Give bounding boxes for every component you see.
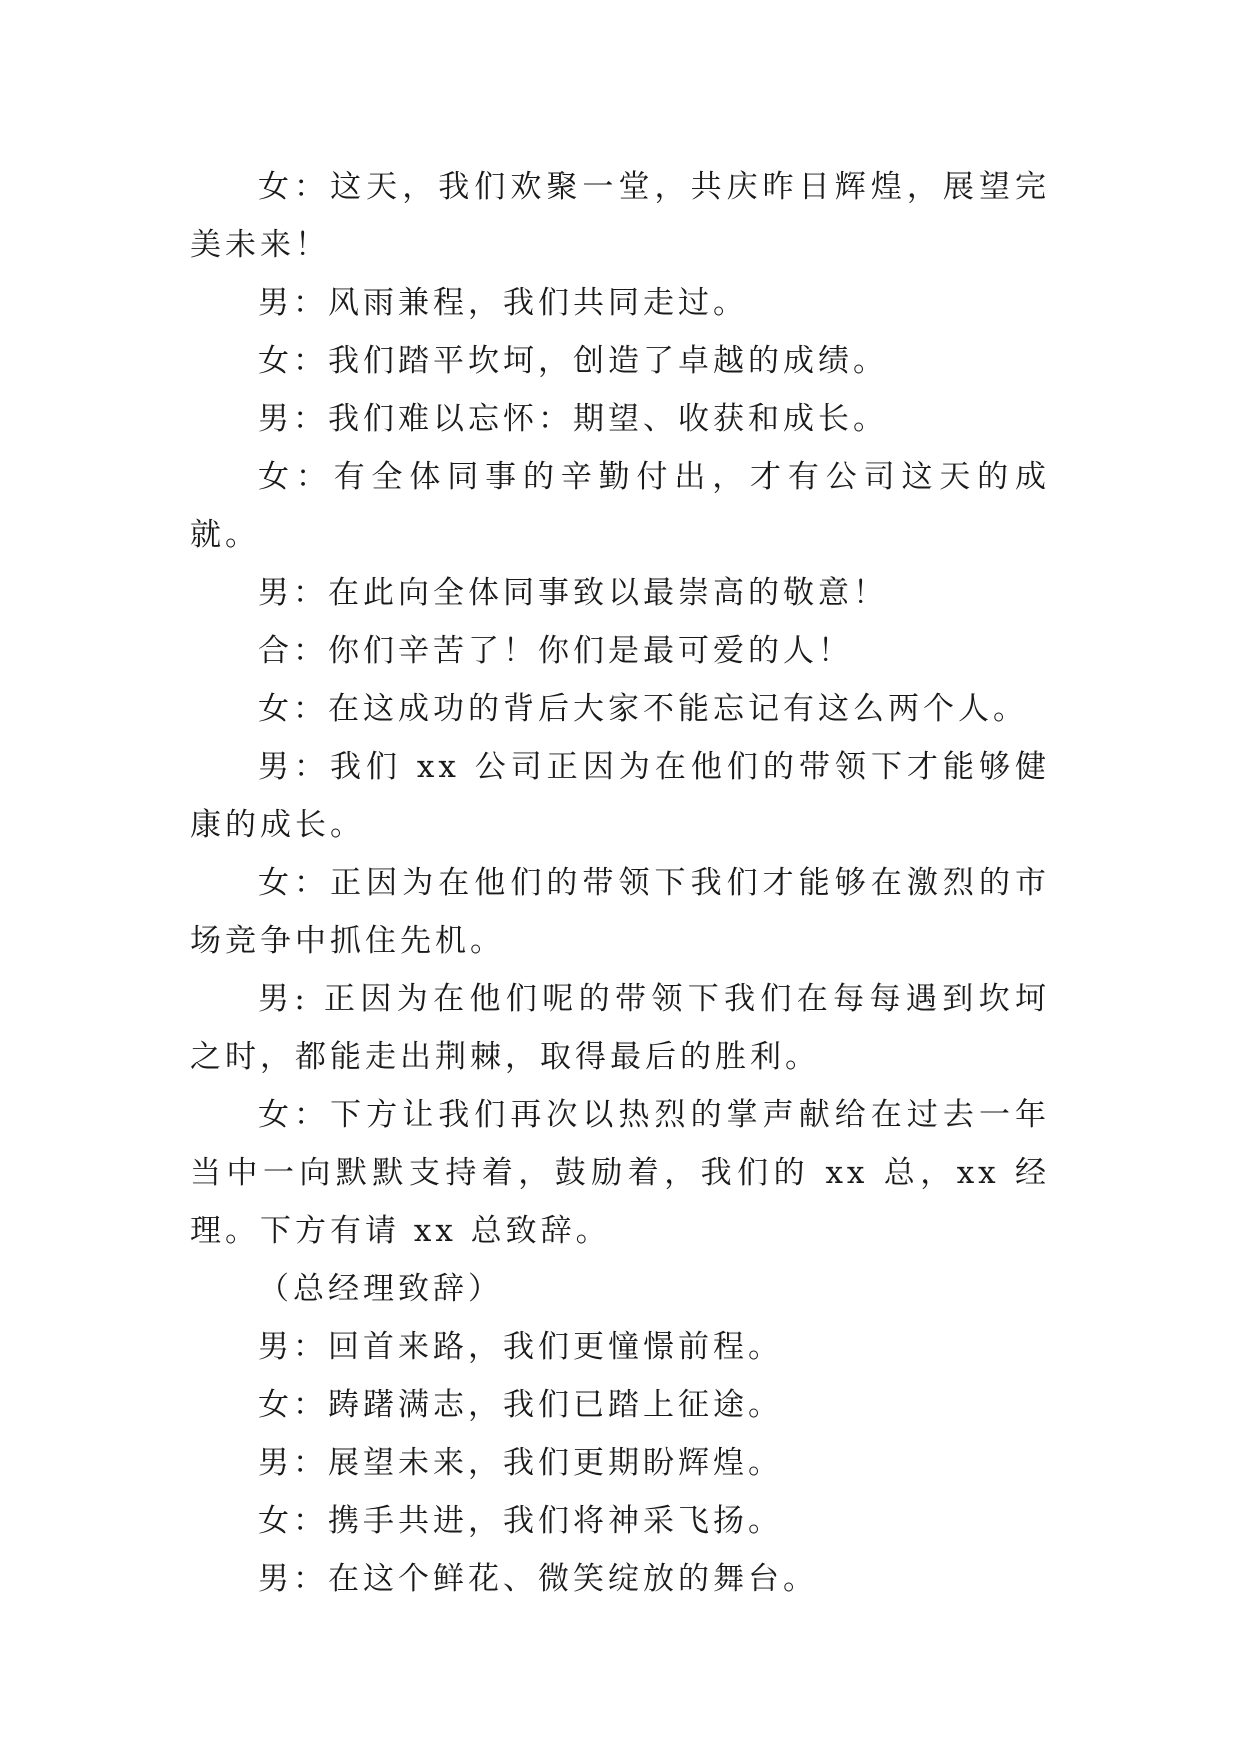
stage-direction: （总经理致辞） [258, 1271, 503, 1307]
paragraph: 男：回首来路，我们更憧憬前程。 [258, 1329, 783, 1365]
paragraph: 女：我们踏平坎坷，创造了卓越的成绩。 [258, 343, 888, 379]
paragraph: 女：携手共进，我们将神采飞扬。 [258, 1503, 783, 1539]
paragraph: 女：有全体同事的辛勤付出，才有公司这天的成就。 [190, 459, 1050, 553]
paragraph: 女：下方让我们再次以热烈的掌声献给在过去一年当中一向默默支持着，鼓励着，我们的 xx 总，xx 经理。下方有请 xx 总致辞。 [190, 1097, 1050, 1249]
paragraph: 女：这天，我们欢聚一堂，共庆昨日辉煌，展望完美未来！ [190, 169, 1050, 263]
paragraph: 男：展望未来，我们更期盼辉煌。 [258, 1445, 783, 1481]
paragraph: 女：在这成功的背后大家不能忘记有这么两个人。 [258, 691, 1028, 727]
paragraph: 男：在此向全体同事致以最崇高的敬意！ [258, 575, 888, 611]
paragraph: 男: 正因为在他们呢的带领下我们在每每遇到坎坷之时，都能走出荆棘，取得最后的胜利。 [190, 981, 1050, 1075]
paragraph: 女：踌躇满志，我们已踏上征途。 [258, 1387, 783, 1423]
paragraph: 男：在这个鲜花、微笑绽放的舞台。 [258, 1561, 818, 1597]
document-body [190, 158, 1050, 1608]
paragraph: 男：我们难以忘怀：期望、收获和成长。 [258, 401, 888, 437]
paragraph: 男：风雨兼程，我们共同走过。 [258, 285, 748, 321]
paragraph: 男：我们 xx 公司正因为在他们的带领下才能够健康的成长。 [190, 749, 1050, 843]
paragraph: 女：正因为在他们的带领下我们才能够在激烈的市场竞争中抓住先机。 [190, 865, 1050, 959]
paragraph: 合：你们辛苦了！你们是最可爱的人！ [258, 633, 853, 669]
